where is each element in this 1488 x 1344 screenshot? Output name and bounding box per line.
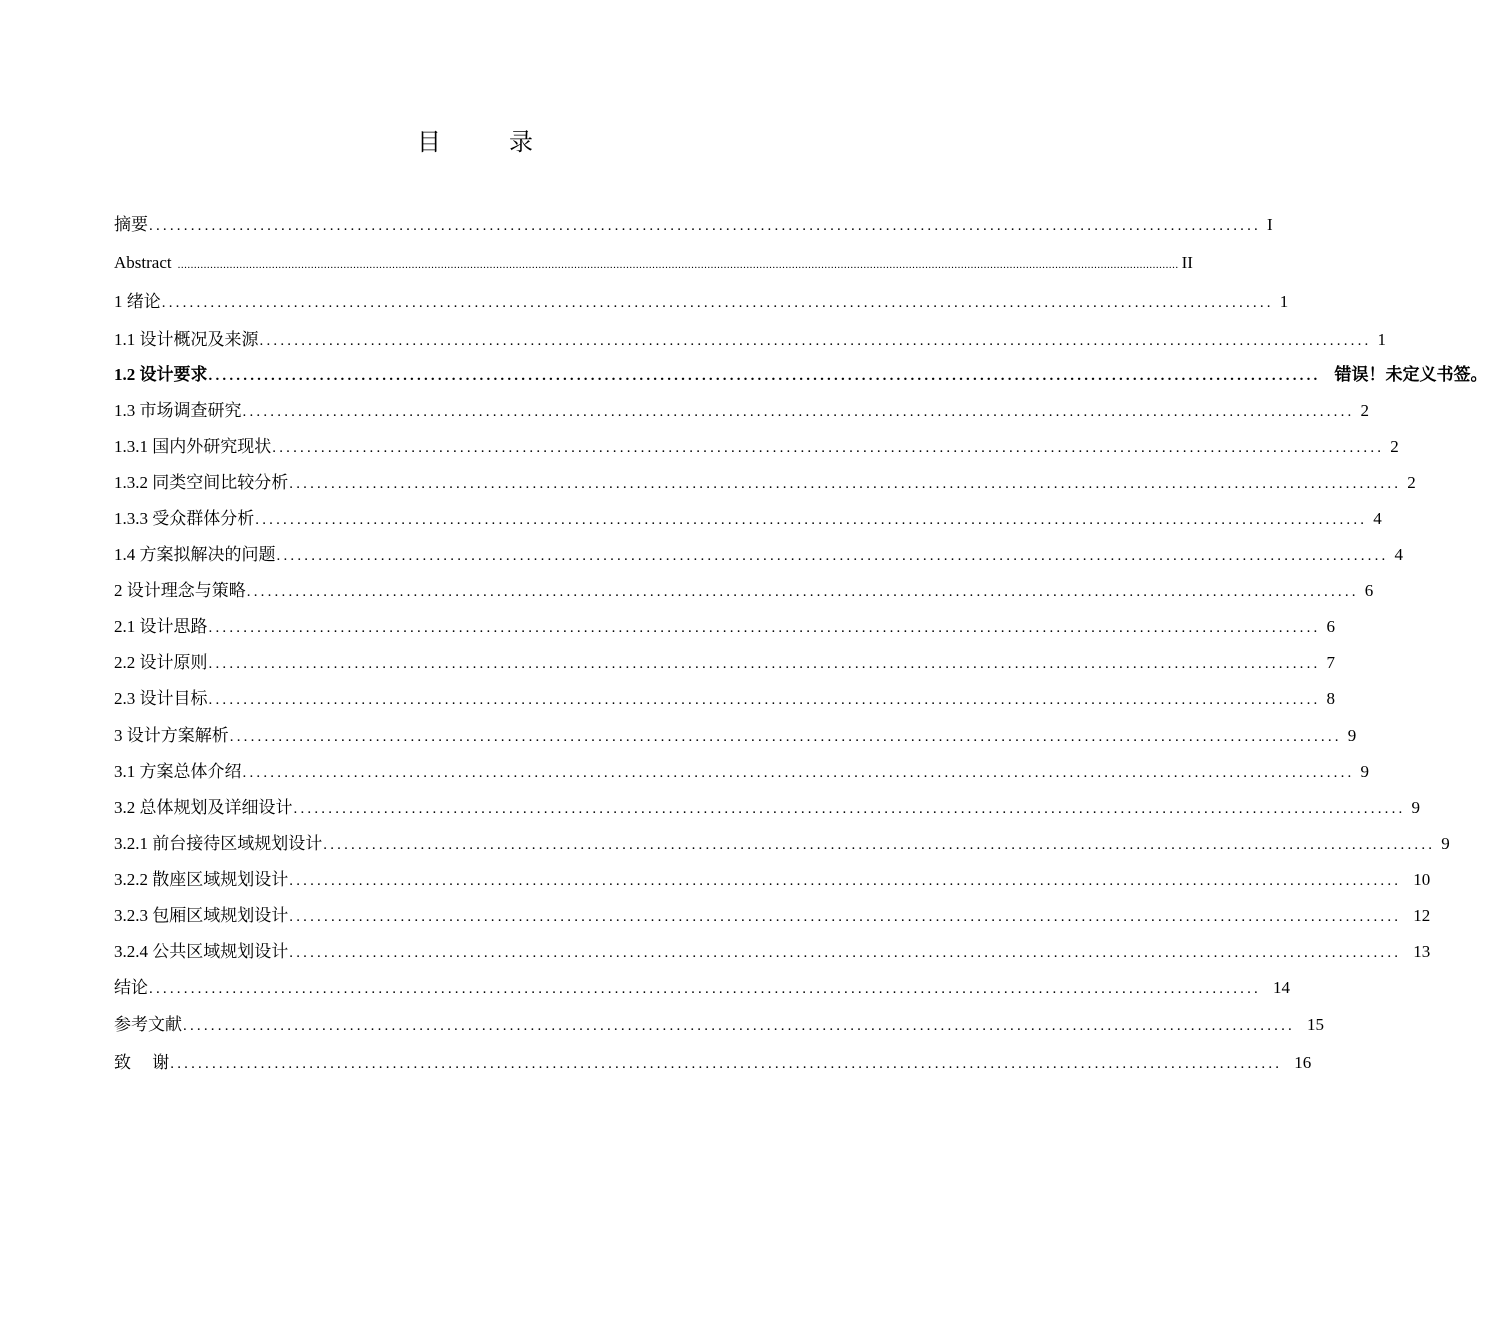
dot-leader: ................................................................................................................................................................ bbox=[161, 295, 1274, 311]
dot-leader: ................................................................................................................................................................ bbox=[276, 548, 1389, 564]
toc-entry-page: 13 bbox=[1413, 942, 1431, 961]
toc-entry-page: 12 bbox=[1413, 906, 1431, 925]
toc-entry[interactable] bbox=[114, 1010, 1324, 1036]
toc-entry-label: 3.2.4 公共区域规划设计 bbox=[114, 942, 289, 961]
toc-entry-label: 2 设计理念与策略 bbox=[114, 581, 246, 600]
toc-entry[interactable] bbox=[114, 865, 1431, 891]
toc-entry-label: 参考文献 bbox=[114, 1015, 182, 1034]
toc-entry[interactable] bbox=[114, 829, 1450, 855]
toc-entry-page: 4 bbox=[1394, 545, 1403, 564]
toc-entry-page: 8 bbox=[1326, 689, 1335, 708]
toc-entry-page: 9 bbox=[1360, 762, 1369, 781]
toc-entry[interactable] bbox=[114, 360, 1488, 386]
dot-leader: ................................................................................................................................................................ bbox=[246, 584, 1359, 600]
toc-entry-page: 9 bbox=[1441, 834, 1450, 853]
toc-entry-label: 3.2.2 散座区域规划设计 bbox=[114, 870, 289, 889]
toc-entry-page: 14 bbox=[1273, 978, 1290, 997]
toc-entry-page: 7 bbox=[1326, 653, 1335, 672]
toc-entry-label: 3.2.3 包厢区域规划设计 bbox=[114, 906, 289, 925]
toc-entry-label: 3.2 总体规划及详细设计 bbox=[114, 798, 293, 817]
toc-entry[interactable] bbox=[114, 757, 1369, 783]
toc-entry-page: I bbox=[1267, 215, 1273, 234]
dot-leader: ................................................................................................................................................................ bbox=[208, 368, 1321, 384]
toc-entry-label: 3 设计方案解析 bbox=[114, 726, 229, 745]
toc-entry-label: 1.4 方案拟解决的问题 bbox=[114, 545, 276, 564]
dot-leader: ................................................................................................................................................................ bbox=[289, 945, 1402, 961]
page-title: 目 录 bbox=[417, 128, 555, 156]
toc-entry[interactable] bbox=[114, 468, 1416, 494]
toc-entry[interactable] bbox=[114, 937, 1431, 963]
toc-entry-label: Abstract bbox=[114, 253, 172, 272]
dot-leader: ................................................................................................................................................................ bbox=[229, 729, 1342, 745]
toc-entry[interactable] bbox=[114, 576, 1374, 602]
toc-entry[interactable] bbox=[114, 325, 1386, 351]
toc-entry-page: 1 bbox=[1377, 330, 1386, 349]
dot-leader: ................................................................................................................................................................ bbox=[255, 512, 1368, 528]
toc-entry[interactable] bbox=[114, 253, 1193, 279]
toc-entry[interactable] bbox=[114, 396, 1369, 422]
toc-entry-label: 2.2 设计原则 bbox=[114, 653, 208, 672]
toc-entry-page: 2 bbox=[1360, 401, 1369, 420]
dot-leader: ................................................................................................................................................................ bbox=[259, 333, 1372, 349]
dot-leader: ................................................................................................................................................................ bbox=[289, 909, 1402, 925]
toc-entry-label: 3.1 方案总体介绍 bbox=[114, 762, 242, 781]
toc-entry[interactable] bbox=[114, 612, 1335, 638]
dot-leader: ................................................................................................................................................................ bbox=[208, 656, 1321, 672]
toc-entry-page: 10 bbox=[1413, 870, 1431, 889]
toc-entry-label: 致 谢 bbox=[114, 1053, 170, 1072]
toc-entry-page: 6 bbox=[1364, 581, 1374, 600]
toc-entry-label: 2.3 设计目标 bbox=[114, 689, 208, 708]
toc-entry[interactable] bbox=[114, 793, 1420, 819]
toc-entry[interactable] bbox=[114, 540, 1403, 566]
toc-entry-label: 1.1 设计概况及来源 bbox=[114, 330, 259, 349]
dot-leader: ................................................................................................................................................................ bbox=[272, 440, 1385, 456]
toc-entry-page: 9 bbox=[1347, 726, 1357, 745]
toc-entry-label: 1.2 设计要求 bbox=[114, 365, 208, 384]
toc-entry-page: 16 bbox=[1294, 1053, 1312, 1072]
toc-entry-label: 1 绪论 bbox=[114, 292, 161, 311]
dot-leader: ................................................................................................................................................................ bbox=[242, 765, 1355, 781]
toc-entry-label: 结论 bbox=[114, 978, 148, 997]
dot-leader: ................................................................................................................................................................ bbox=[289, 476, 1402, 492]
toc-entry[interactable] bbox=[114, 210, 1273, 236]
dot-leader: ................................................................................................................................................................ bbox=[323, 837, 1436, 853]
toc-entry-page: 2 bbox=[1407, 473, 1416, 492]
toc-entry-page: 错误！未定义书签。 bbox=[1334, 365, 1488, 384]
dot-leader: ................................................................................................................................................................ bbox=[170, 1056, 1283, 1072]
dot-leader: ................................................................................................................................................................ bbox=[149, 218, 1261, 234]
toc-entry[interactable] bbox=[114, 973, 1290, 999]
dot-leader: ................................................................................................................................................................ bbox=[208, 692, 1321, 708]
dot-leader: ................................................................................................................................................................ bbox=[183, 1018, 1295, 1034]
toc-entry-label: 2.1 设计思路 bbox=[114, 617, 208, 636]
toc-entry[interactable] bbox=[114, 1048, 1312, 1074]
toc-entry-label: 1.3.3 受众群体分析 bbox=[114, 509, 255, 528]
dot-leader: ................................................................................................................................................................ bbox=[289, 873, 1402, 889]
toc-entry[interactable] bbox=[114, 504, 1382, 530]
toc-entry-page: 6 bbox=[1326, 617, 1335, 636]
toc-entry[interactable] bbox=[114, 901, 1431, 927]
toc-entry-label: 1.3.2 同类空间比较分析 bbox=[114, 473, 289, 492]
toc-entry-page: 1 bbox=[1279, 292, 1289, 311]
toc-entry[interactable] bbox=[114, 432, 1399, 458]
toc-entry-page: 9 bbox=[1411, 798, 1420, 817]
toc-entry-page: II bbox=[1181, 253, 1193, 272]
dot-leader: .................................................................................................................................................................................................................................................................................................................... bbox=[177, 259, 1179, 271]
toc-entry-page: 2 bbox=[1390, 437, 1399, 456]
dot-leader: ................................................................................................................................................................ bbox=[149, 981, 1261, 997]
toc-entry-label: 1.3.1 国内外研究现状 bbox=[114, 437, 272, 456]
toc-entry-label: 3.2.1 前台接待区域规划设计 bbox=[114, 834, 323, 853]
toc-entry[interactable] bbox=[114, 287, 1289, 313]
dot-leader: ................................................................................................................................................................ bbox=[293, 801, 1406, 817]
dot-leader: ................................................................................................................................................................ bbox=[242, 404, 1355, 420]
dot-leader: ................................................................................................................................................................ bbox=[208, 620, 1321, 636]
toc-entry-label: 摘要 bbox=[114, 215, 148, 234]
toc-entry-page: 15 bbox=[1307, 1015, 1324, 1034]
toc-entry[interactable] bbox=[114, 721, 1357, 747]
toc-entry[interactable] bbox=[114, 648, 1335, 674]
toc-entry[interactable] bbox=[114, 684, 1335, 710]
toc-entry-label: 1.3 市场调查研究 bbox=[114, 401, 242, 420]
toc-entry-page: 4 bbox=[1373, 509, 1382, 528]
